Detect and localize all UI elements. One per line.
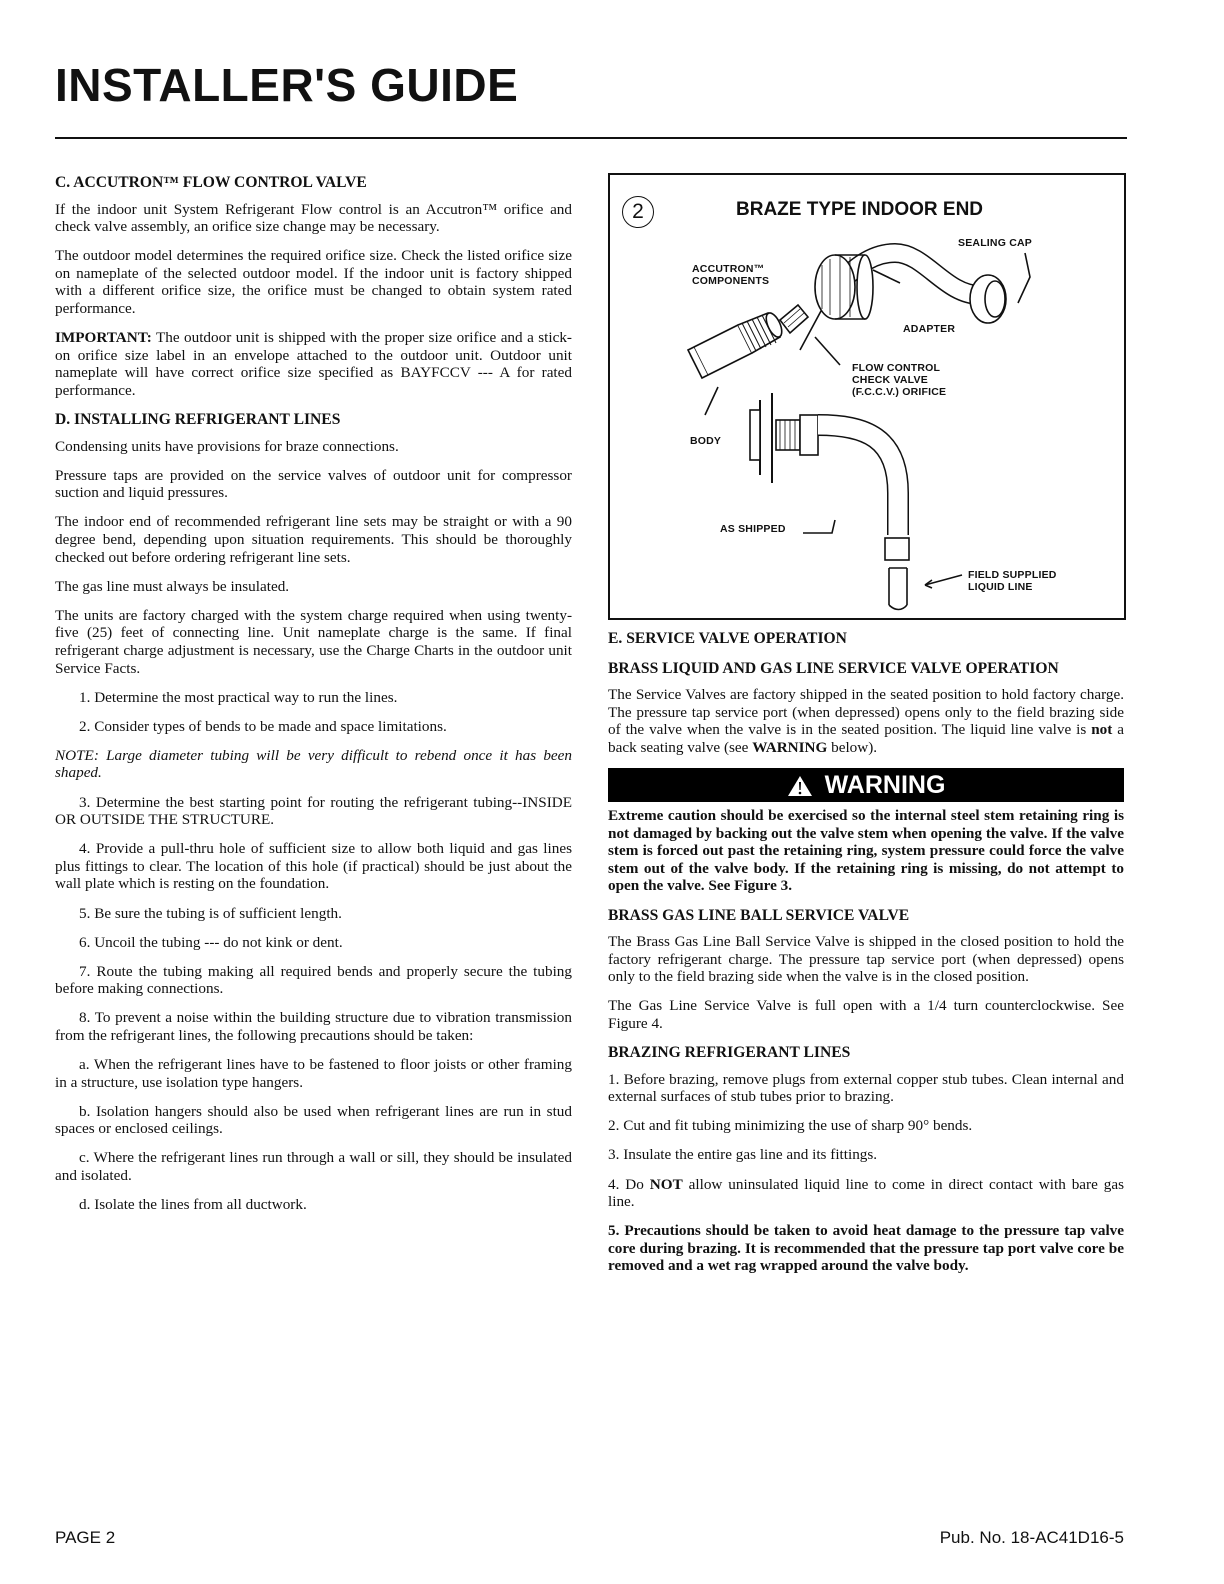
label-field-line: LIQUID LINE xyxy=(968,581,1033,593)
list-item: 6. Uncoil the tubing --- do not kink or dent. xyxy=(79,933,343,951)
list-item: 4. Provide a pull-thru hole of sufficient size to allow both liquid and gas lines plus fittings to clear. The location of this hole (if practical) should be just about the wall plate which is resting on the foundation. xyxy=(55,840,572,893)
page-number: PAGE 2 xyxy=(55,1528,116,1547)
paragraph: The Gas Line Service Valve is full open with a 1/4 turn counterclockwise. See Figure 4. xyxy=(608,997,1124,1032)
important-text: The outdoor unit is shipped with the proper size orifice and a stick-on orifice size label in an envelope attached to the outdoor unit. Outdoor unit nameplate will have correct orifice size specified as BAYFCCV --- A for rated performance. xyxy=(55,329,572,399)
list-item: 5. Precautions should be taken to avoid heat damage to the pressure tap valve core during brazing. It is recommended that the pressure tap port valve core be removed and a wet rag wrapped around the valve body. xyxy=(608,1222,1124,1275)
warning-label: WARNING xyxy=(824,771,946,800)
paragraph xyxy=(608,686,1124,756)
paragraph: If the indoor unit System Refrigerant Flow control is an Accutron™ orifice and check valve assembly, an orifice size change may be necessary. xyxy=(55,200,572,236)
text-span: 4. Do xyxy=(608,1175,650,1193)
list-item: 7. Route the tubing making all required bends and properly secure the tubing before making connections. xyxy=(55,962,572,998)
paragraph: The indoor end of recommended refrigerant line sets may be straight or with a 90 degree bend, depending upon situation requirements. This should be thoroughly checked out before ordering refrigerant line sets. xyxy=(55,513,572,566)
paragraph: Condensing units have provisions for braze connections. xyxy=(55,437,399,455)
label-accutron-line: COMPONENTS xyxy=(692,275,770,287)
paragraph: The gas line must always be insulated. xyxy=(55,577,290,595)
label-body: BODY xyxy=(690,435,722,447)
sub-list-item: d. Isolate the lines from all ductwork. xyxy=(79,1196,307,1214)
page-title: INSTALLER'S GUIDE xyxy=(55,59,519,111)
sub-list-item: c. Where the refrigerant lines run through a wall or sill, they should be insulated and isolated. xyxy=(55,1149,572,1185)
sub-list-item: b. Isolation hangers should also be used when refrigerant lines are run in stud spaces or enclosed ceilings. xyxy=(55,1102,572,1138)
paragraph: The units are factory charged with the system charge required when using twenty-five (25) feet of connecting line. Unit nameplate charge is the same. If final refrigerant charge adjustment is necessary, use the Charge Charts in the outdoor unit Service Facts. xyxy=(55,606,572,677)
text-span: a back seating valve (see xyxy=(608,721,1124,756)
label-accutron-components xyxy=(692,263,769,287)
label-accutron-line: ACCUTRON™ xyxy=(692,263,765,275)
text-span: The Service Valves are factory shipped in the seated position to hold factory charge. The pressure tap service port (when depressed) opens only to the field brazing side of the valve when the valve is in the seated position. The liquid line valve is xyxy=(608,686,1124,739)
important-label: IMPORTANT: xyxy=(55,329,152,347)
figure-title: BRAZE TYPE INDOOR END xyxy=(736,199,984,220)
warning-triangle-icon xyxy=(787,775,813,797)
publication-number: Pub. No. 18-AC41D16-5 xyxy=(939,1528,1124,1547)
section-d-heading: D. INSTALLING REFRIGERANT LINES xyxy=(55,411,341,429)
list-item xyxy=(608,1176,1124,1211)
label-fccv xyxy=(852,362,946,398)
warning-banner xyxy=(608,768,1124,802)
right-column xyxy=(608,630,1124,1287)
list-item: 1. Before brazing, remove plugs from external copper stub tubes. Clean internal and external surfaces of stub tubes prior to brazing. xyxy=(608,1070,1124,1106)
brazing-heading: BRAZING REFRIGERANT LINES xyxy=(608,1044,851,1062)
emphasis-warning: WARNING xyxy=(752,738,828,756)
list-item: 2. Cut and fit tubing minimizing the use of sharp 90° bends. xyxy=(608,1117,973,1135)
list-item: 1. Determine the most practical way to run the lines. xyxy=(79,688,398,706)
emphasis-not: NOT xyxy=(649,1175,683,1193)
label-field-supplied xyxy=(968,569,1057,593)
warning-text: Extreme caution should be exercised so the internal steel stem retaining ring is not damaged by backing out the valve stem when opening the valve. If the valve stem is forced out past the retaining ring, system pressure could force the valve stem out of the valve body. If the retaining ring is missing, do not attempt to open the valve. See Figure 3. xyxy=(608,807,1124,895)
section-c-heading: C. ACCUTRON™ FLOW CONTROL VALVE xyxy=(55,174,367,191)
left-column xyxy=(55,174,572,1225)
figure-braze-indoor-end xyxy=(608,173,1126,620)
list-item: 2. Consider types of bends to be made and space limitations. xyxy=(79,717,447,735)
label-fccv-line: (F.C.C.V.) ORIFICE xyxy=(852,386,947,398)
title-rule xyxy=(55,137,1127,139)
label-fccv-line: CHECK VALVE xyxy=(852,374,928,386)
figure-number: 2 xyxy=(622,196,654,228)
label-field-line: FIELD SUPPLIED xyxy=(968,569,1057,581)
paragraph: Pressure taps are provided on the service valves of outdoor unit for compressor suction and liquid pressures. xyxy=(55,466,572,502)
list-item: 5. Be sure the tubing is of sufficient length. xyxy=(79,904,342,922)
text-span: allow uninsulated liquid line to come in direct contact with bare gas line. xyxy=(608,1175,1125,1211)
label-adapter: ADAPTER xyxy=(903,323,956,335)
section-e-heading: E. SERVICE VALVE OPERATION xyxy=(608,630,847,647)
text-span: below). xyxy=(827,738,878,756)
paragraph: The Brass Gas Line Ball Service Valve is shipped in the closed position to hold the factory refrigerant charge. The pressure tap service port (when depressed) opens only to the field brazing side when the valve is in the closed position. xyxy=(608,933,1124,986)
list-item: 8. To prevent a noise within the building structure due to vibration transmission from the refrigerant lines, the following precautions should be taken: xyxy=(55,1009,572,1044)
paragraph: The outdoor model determines the required orifice size. Check the listed orifice size on nameplate of the selected outdoor model. If the indoor unit is factory shipped with a different orifice size, the orifice must be changed to obtain system rated performance. xyxy=(55,247,572,318)
brass-valve-heading: BRASS LIQUID AND GAS LINE SERVICE VALVE OPERATION xyxy=(608,659,1059,677)
important-paragraph xyxy=(55,329,572,399)
sub-list-item: a. When the refrigerant lines have to be fastened to floor joists or other framing in a structure, use isolation type hangers. xyxy=(55,1056,572,1091)
label-fccv-line: FLOW CONTROL xyxy=(852,362,941,374)
label-as-shipped: AS SHIPPED xyxy=(720,523,786,535)
list-item: 3. Insulate the entire gas line and its fittings. xyxy=(608,1146,878,1164)
list-item: 3. Determine the best starting point for routing the refrigerant tubing--INSIDE OR OUTSIDE THE STRUCTURE. xyxy=(55,793,572,829)
note: NOTE: Large diameter tubing will be very difficult to rebend once it has been shaped. xyxy=(55,746,572,782)
label-sealing-cap: SEALING CAP xyxy=(958,237,1032,249)
emphasis-not: not xyxy=(1091,721,1113,739)
ball-valve-heading: BRASS GAS LINE BALL SERVICE VALVE xyxy=(608,906,910,924)
